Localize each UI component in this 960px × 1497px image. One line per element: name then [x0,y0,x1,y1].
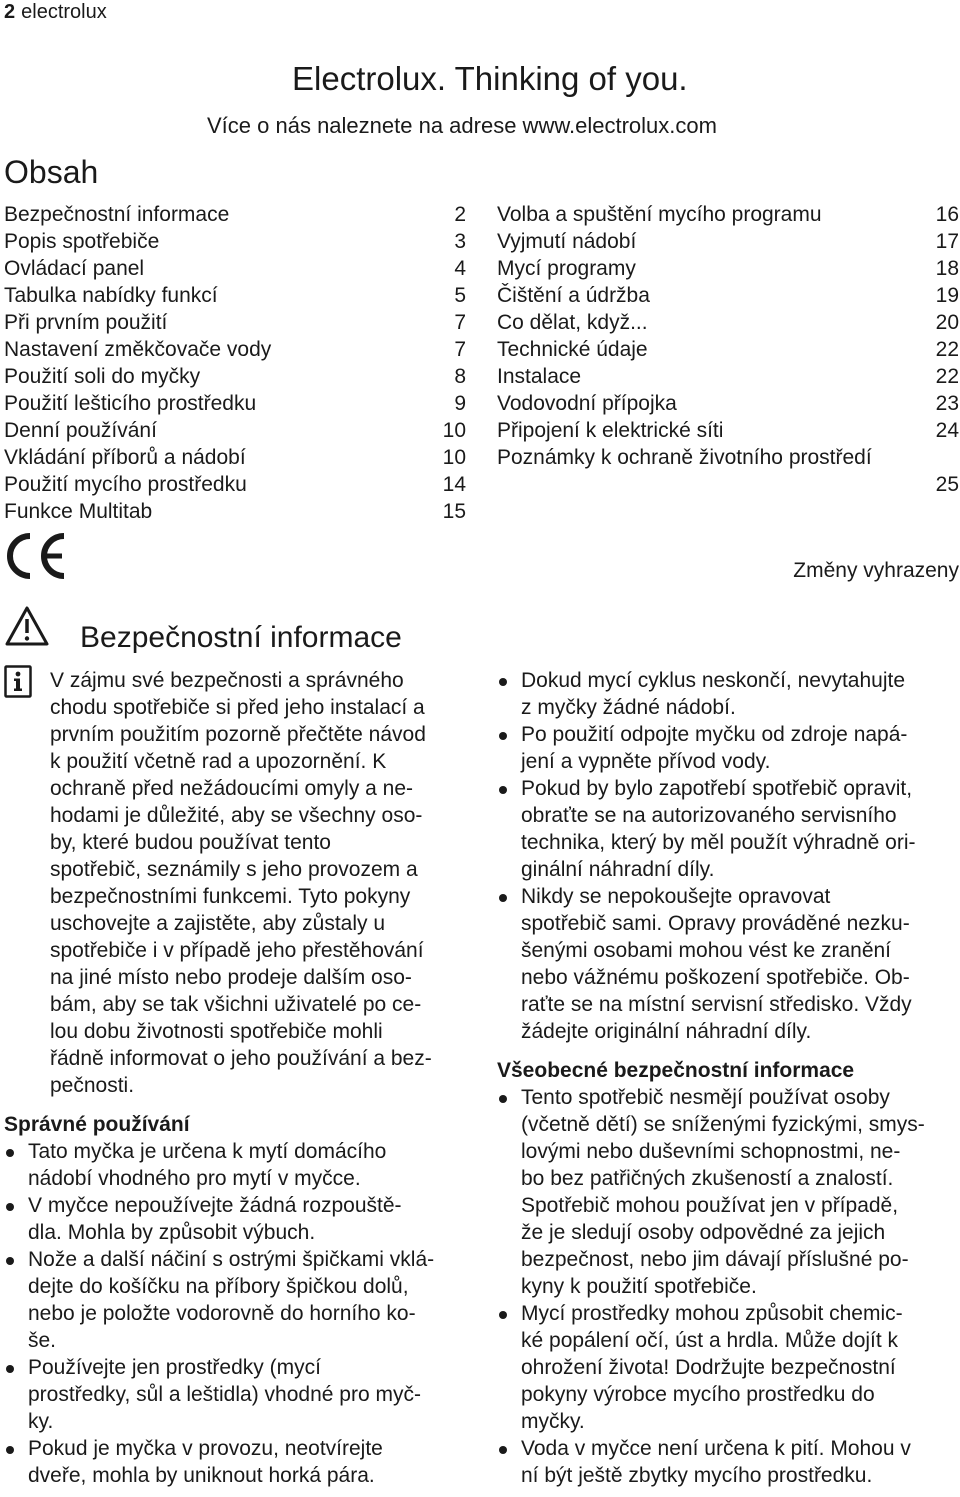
toc-entry-label: Použití lešticího prostředku [4,392,257,415]
text-line: myčky. [521,1410,585,1433]
text-line: z myčky žádné nádobí. [521,696,736,719]
toc-entry-page: 16 [935,203,959,226]
text-line: Nikdy se nepokoušejte opravovat [521,885,831,908]
toc-entry [4,417,466,444]
right-safety-column [497,667,959,1489]
toc-entry-label: Vyjmutí nádobí [497,230,637,253]
toc-entry [497,201,959,228]
toc-left-column [4,201,466,525]
text-line: by, které budou používat tento [50,831,331,854]
text-line: lou dobu životnosti spotřebiče mohli [50,1020,383,1043]
text-line: chodu spotřebiče si před jeho instalací a [50,696,425,719]
toc-entry-label: Poznámky k ochraně životního prostředí [497,446,872,469]
toc-entry-page: 7 [454,311,466,334]
text-line: jení a vypněte přívod vody. [521,750,771,773]
text-line: Pokud by bylo zapotřebí spotřebič opravit, [521,777,913,800]
toc-entry-label: Připojení k elektrické síti [497,419,724,442]
toc-entry-label: Čištění a údržba [497,284,650,307]
toc-entry-page: 3 [454,230,466,253]
text-line: řádně informovat o jeho používání a bez- [50,1047,432,1070]
text-line: nádobí vhodného pro mytí v myčce. [28,1167,361,1190]
list-item [497,1435,959,1489]
text-line: že je sledují osoby odpovědné za jejich [521,1221,886,1244]
brand-subline: Více o nás naleznete na adrese www.electrolux.com [207,113,717,138]
text-line: še. [28,1329,57,1352]
toc-entry-label: Denní používání [4,419,157,442]
toc-entry-page: 17 [935,230,959,253]
list-item [497,775,959,883]
toc-entry-page: 7 [454,338,466,361]
text-line: spotřebič sami. Opravy prováděné nezku- [521,912,910,935]
text-line: Používejte jen prostředky (mycí [28,1356,321,1379]
toc-entry-page: 10 [442,446,466,469]
toc-entry-page: 19 [935,284,959,307]
text-line: Voda v myčce není určena k pití. Mohou v [521,1437,911,1460]
toc-entry [4,498,466,525]
text-line: lovými nebo duševními schopnostmi, ne- [521,1140,901,1163]
info-icon [4,665,32,698]
list-item [4,1246,466,1354]
toc-entry [4,309,466,336]
text-line: hodami je důležité, aby se všechny oso- [50,804,423,827]
text-line: Tento spotřebič nesmějí používat osoby [521,1086,890,1109]
toc-entry [4,444,466,471]
text-line: k použití včetně rad a upozornění. K [50,750,387,773]
toc-entry [497,228,959,255]
text-line: pečnosti. [50,1074,135,1097]
list-item [4,1192,466,1246]
text-line: ní být ještě zbytky mycího prostředku. [521,1464,873,1487]
text-line: pokyny výrobce mycího prostředku do [521,1383,875,1406]
list-item [4,1138,466,1192]
toc-entry-label: Mycí programy [497,257,636,280]
toc-entry-label: Tabulka nabídky funkcí [4,284,218,307]
toc-entry-page: 22 [935,365,959,388]
text-line: spotřebič, seznámily s jeho provozem a [50,858,418,881]
toc-entry-label: Co dělat, když... [497,311,648,334]
toc-entry-label: Vodovodní přípojka [497,392,677,415]
toc-entry [4,282,466,309]
header-brand: electrolux [21,1,107,23]
text-line: obraťte se na autorizovaného servisního [521,804,897,827]
text-line: raťte se na místní servisní středisko. Vždy [521,993,912,1016]
text-line: ké popálení očí, úst a hrdla. Může dojít k [521,1329,899,1352]
toc-entry-label: Popis spotřebiče [4,230,160,253]
toc-entry [497,282,959,309]
toc-entry [497,417,959,444]
toc-entry [497,363,959,390]
safety-list-right [497,667,959,1045]
toc-entry-page: 10 [442,419,466,442]
toc-entry [4,228,466,255]
list-item [4,1435,466,1489]
toc-entry-label: Instalace [497,365,582,388]
list-item [497,1084,959,1300]
toc-entry-page: 18 [935,257,959,280]
text-line: V myčce nepoužívejte žádná rozpouště- [28,1194,402,1217]
toc-entry-page: 22 [935,338,959,361]
toc-entry-page: 25 [935,473,959,496]
toc-entry-page: 24 [935,419,959,442]
toc-entry [4,255,466,282]
warning-triangle-icon [4,605,50,647]
text-line: bo bez patřičných zkušeností a znalostí. [521,1167,894,1190]
text-line: nebo vážnému poškození spotřebiče. Ob- [521,966,910,989]
text-line: Spotřebič mohou používat jen v případě, [521,1194,899,1217]
text-line: spotřebiče i v případě jeho přestěhování [50,939,424,962]
toc-entry-label: Funkce Multitab [4,500,153,523]
toc-entry-label: Při prvním použití [4,311,168,334]
correct-use-list [4,1138,466,1489]
text-line: bám, aby se tak všichni uživatelé po ce- [50,993,422,1016]
text-line: Pokud je myčka v provozu, neotvírejte [28,1437,383,1460]
general-safety-heading: Všeobecné bezpečnostní informace [497,1059,855,1082]
text-line: Nože a další náčiní s ostrými špičkami vklá- [28,1248,435,1271]
text-line: žádejte originální náhradní díly. [521,1020,812,1043]
correct-use-heading: Správné používání [4,1113,190,1136]
text-line: Tato myčka je určena k mytí domácího [28,1140,387,1163]
text-line: dveře, mohla by uniknout horká pára. [28,1464,375,1487]
toc-entry-label: Nastavení změkčovače vody [4,338,272,361]
text-line: na jiné místo nebo prodeje dalším oso- [50,966,412,989]
ce-mark-icon [6,532,68,580]
toc-entry-page: 20 [935,311,959,334]
toc-entry-page: 14 [442,473,466,496]
toc-entry-page: 2 [454,203,466,226]
text-line: nebo je položte vodorovně do horního ko- [28,1302,416,1325]
text-line: bezpečnost, nebo jim dávají příslušné po- [521,1248,909,1271]
toc-entry [4,336,466,363]
page-header [4,0,107,24]
text-line: ochraně před nežádoucími omyly a ne- [50,777,414,800]
toc-entry [4,390,466,417]
toc-entry-page: 15 [442,500,466,523]
text-line: šenými osobami mohou vést ke zranění [521,939,892,962]
toc-title: Obsah [4,154,99,190]
list-item [497,721,959,775]
list-item [4,1354,466,1435]
toc-entry [4,201,466,228]
safety-intro [50,667,466,1099]
toc-right-column [497,201,959,498]
toc-entry-page: 8 [454,365,466,388]
general-safety-list [497,1084,959,1489]
text-line: Po použití odpojte myčku od zdroje napá- [521,723,908,746]
text-line: dla. Mohla by způsobit výbuch. [28,1221,316,1244]
toc-entry [4,363,466,390]
toc-entry [497,336,959,363]
text-line: prostředky, sůl a leštidla) vhodné pro myč- [28,1383,421,1406]
toc-entry [497,444,959,498]
toc-entry-label: Ovládací panel [4,257,145,280]
text-line: technika, který by měl použít výhradně ori- [521,831,916,854]
text-line: ohrožení života! Dodržujte bezpečnostní [521,1356,896,1379]
toc-entry-page: 4 [454,257,466,280]
text-line: Dokud mycí cyklus neskončí, nevytahujte [521,669,906,692]
text-line: V zájmu své bezpečnosti a správného [50,669,404,692]
toc-entry-page: 23 [935,392,959,415]
toc-entry-page: 9 [454,392,466,415]
toc-entry-label: Technické údaje [497,338,648,361]
page-number: 2 [4,1,16,23]
text-line: uschovejte a zajistěte, aby zůstaly u [50,912,386,935]
toc-entry [4,471,466,498]
text-line: bezpečnostními funkcemi. Tyto pokyny [50,885,411,908]
correct-use-section [4,1111,466,1489]
list-item [497,1300,959,1435]
list-item [497,667,959,721]
text-line: ginální náhradní díly. [521,858,715,881]
text-line: (včetně dětí) se sníženými fyzickými, smys- [521,1113,925,1136]
toc-entry-label: Použití soli do myčky [4,365,201,388]
toc-entry [497,309,959,336]
changes-note: Změny vyhrazeny [793,559,959,582]
text-line: dejte do košíčku na příbory špičkou dolů, [28,1275,409,1298]
text-line: ky. [28,1410,54,1433]
toc-entry-label: Bezpečnostní informace [4,203,230,226]
toc-entry-page: 5 [454,284,466,307]
list-item [497,883,959,1045]
safety-section-title: Bezpečnostní informace [80,621,402,654]
toc-entry-label: Vkládání příborů a nádobí [4,446,246,469]
brand-slogan: Electrolux. Thinking of you. [292,60,688,97]
text-line: kyny k použití spotřebiče. [521,1275,757,1298]
toc-entry-label: Volba a spuštění mycího programu [497,203,822,226]
toc-entry [497,390,959,417]
toc-entry-label: Použití mycího prostředku [4,473,247,496]
toc-entry [497,255,959,282]
text-line: Mycí prostředky mohou způsobit chemic- [521,1302,903,1325]
text-line: prvním použitím pozorně přečtěte návod [50,723,426,746]
